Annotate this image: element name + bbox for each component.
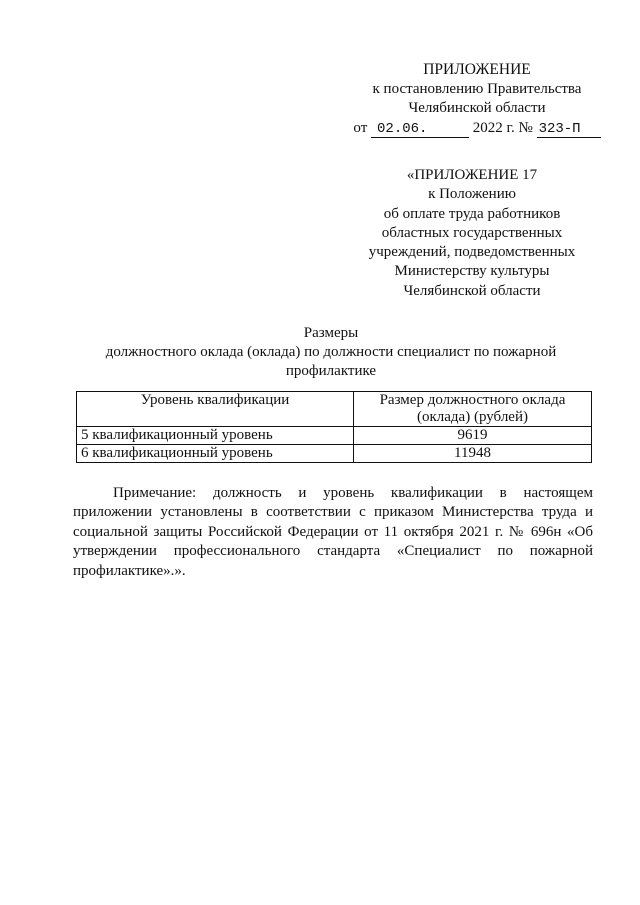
salary-cell: 9619 (354, 427, 592, 445)
column-header-level: Уровень квалификации (77, 392, 354, 427)
appendix-17-line: областных государственных (381, 224, 563, 241)
appendix-header (352, 60, 602, 138)
title-line-2: должностного оклада (оклада) по должности специалист по пожарной профилактике (105, 344, 557, 379)
appendix-17-line: «ПРИЛОЖЕНИЕ 17 (406, 167, 538, 183)
appendix-title: ПРИЛОЖЕНИЕ (423, 61, 531, 78)
qualification-level-cell: 5 квалификационный уровень (77, 427, 354, 445)
appendix-17-line: учреждений, подведомственных (368, 244, 576, 261)
resolution-date-line (352, 119, 602, 139)
title-line-1: Размеры (303, 325, 359, 341)
salary-table (76, 391, 592, 463)
table-row (77, 445, 592, 463)
document-title (70, 324, 592, 381)
resolution-year: 2022 г. № (472, 119, 533, 136)
resolution-number: 323-П (537, 122, 601, 138)
column-header-salary: Размер должностного оклада (оклада) (рублей) (354, 392, 592, 427)
note-paragraph: Примечание: должность и уровень квалификации в настоящем приложении установлены в соответствии с приказом Министерства труда и социальной защиты Российской Федерации от 11 октября 2021 г. № 696н «Об утверждении профессионального стандарта «Специалист по пожарной профилактике».». (73, 485, 593, 579)
table-row (77, 427, 592, 445)
table-header-row (77, 392, 592, 427)
appendix-17-line: об оплате труда работников (383, 205, 561, 222)
salary-cell: 11948 (354, 445, 592, 463)
appendix-17-header (340, 166, 604, 301)
appendix-reference: к постановлению Правительства (372, 80, 582, 97)
appendix-17-line: к Положению (428, 186, 516, 203)
appendix-17-line: Министерству культуры (394, 263, 550, 280)
resolution-date: 02.06. (371, 122, 469, 138)
appendix-17-line: Челябинской области (403, 282, 541, 299)
appendix-region: Челябинской области (408, 100, 546, 116)
qualification-level-cell: 6 квалификационный уровень (77, 445, 354, 463)
date-prefix: от (353, 119, 368, 136)
